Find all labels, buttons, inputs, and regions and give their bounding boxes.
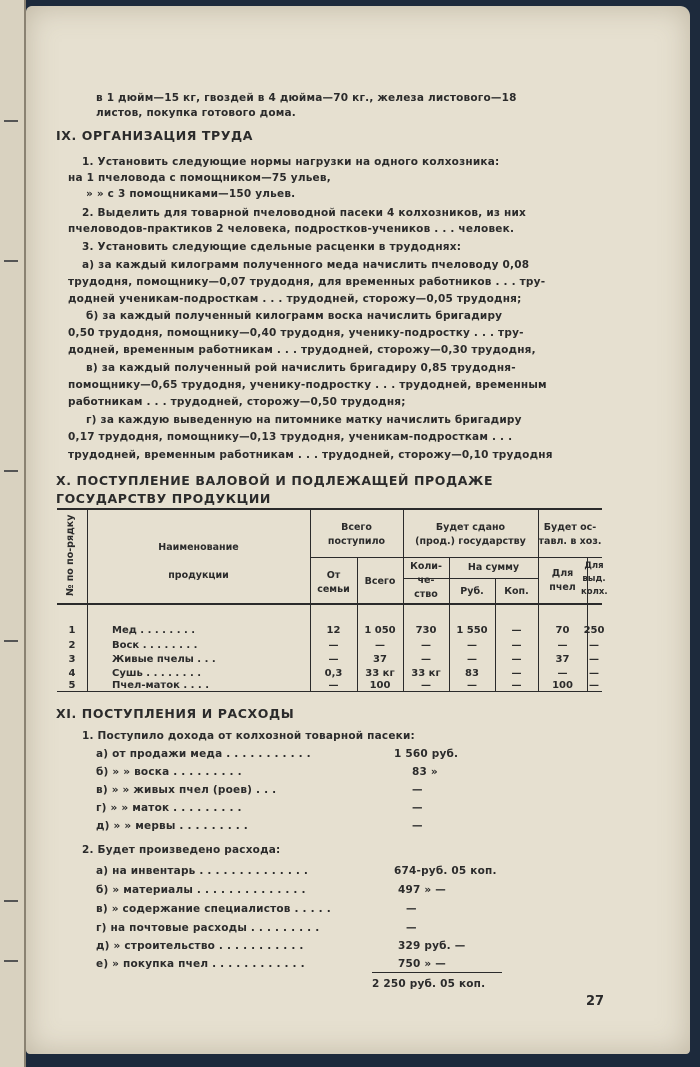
row-for-farm: —	[589, 654, 599, 665]
row-kop: —	[511, 625, 522, 636]
s9-line: 1. Установить следующие нормы нагрузки на одного колхозника:	[82, 156, 500, 168]
expense-value: —	[406, 903, 417, 915]
production-table	[57, 508, 608, 692]
intro-line-2: листов, покупка готового дома.	[96, 107, 296, 119]
section-10-title-line-2: ГОСУДАРСТВУ ПРОДУКЦИИ	[56, 491, 271, 506]
header-rub: Руб.	[460, 586, 484, 597]
s9-line: 2. Выделить для товарной пчеловодной пасеки 4 колхозников, из них	[82, 207, 527, 219]
expense-value: 329 руб. —	[398, 940, 466, 952]
row-total: 100	[369, 680, 391, 691]
header-qty-line-2: че-	[417, 575, 435, 586]
row-name: Живые пчелы . . .	[112, 654, 216, 665]
row-name: Мед . . . . . . . .	[112, 625, 196, 636]
expense-label: б) » материалы . . . . . . . . . . . . . .	[96, 884, 306, 896]
row-for-bees: —	[557, 668, 568, 679]
s9-line: додней ученикам-подросткам . . . трудодней, сторожу—0,05 трудодня;	[68, 293, 522, 305]
sum-rule	[372, 972, 502, 973]
row-total: 1 050	[364, 625, 396, 636]
expense-value: 674-руб. 05 коп.	[394, 865, 497, 877]
income-value: —	[412, 820, 423, 832]
row-from-family: —	[328, 680, 339, 691]
row-for-bees: 37	[555, 654, 570, 665]
row-number: 4	[68, 668, 76, 679]
header-name-line-1: Наименование	[158, 542, 239, 553]
row-rub: 1 550	[456, 625, 488, 636]
income-label: г) » » маток . . . . . . . . .	[96, 802, 242, 814]
row-total: —	[375, 640, 385, 651]
s9-line: » » с 3 помощниками—150 ульев.	[86, 188, 296, 200]
expense-label: в) » содержание специалистов . . . . .	[96, 903, 331, 915]
row-rub: —	[467, 654, 477, 665]
page-number: 27	[586, 994, 605, 1009]
row-number: 2	[68, 640, 76, 651]
row-kop: —	[511, 668, 522, 679]
row-for-bees: 100	[552, 680, 573, 691]
row-total: 33 кг	[365, 668, 395, 679]
header-sold-line-1: Будет сдано	[435, 522, 506, 533]
row-from-family: 12	[326, 625, 341, 636]
expense-label: е) » покупка пчел . . . . . . . . . . . .	[96, 958, 305, 970]
row-from-family: 0,3	[324, 668, 343, 679]
row-name: Воск . . . . . . . .	[112, 640, 198, 651]
row-for-bees: —	[557, 640, 568, 651]
row-rub: 83	[465, 668, 479, 679]
expense-label: г) на почтовые расходы . . . . . . . . .	[96, 922, 320, 934]
header-bees-line-1: Для	[551, 568, 574, 579]
row-qty: 730	[415, 625, 437, 636]
row-number: 1	[68, 625, 76, 636]
income-title: 1. Поступило дохода от колхозной товарной пасеки:	[82, 730, 415, 742]
row-qty: —	[421, 640, 431, 651]
expense-label: д) » строительство . . . . . . . . . . .	[96, 940, 304, 952]
row-qty: —	[421, 680, 431, 691]
s9-line: пчеловодов-практиков 2 человека, подростков-учеников . . . человек.	[68, 223, 515, 235]
s9-line: трудодня, помощнику—0,07 трудодня, для временных работников . . . тру-	[68, 276, 546, 288]
header-kop: Коп.	[504, 586, 529, 597]
row-from-family: —	[328, 654, 339, 665]
income-value: 1 560 руб.	[394, 748, 459, 760]
s9-line: работникам . . . трудодней, сторожу—0,50 трудодня;	[68, 396, 406, 408]
header-total-line-2: поступило	[327, 536, 386, 547]
row-number: 5	[68, 680, 76, 691]
income-label: а) от продажи меда . . . . . . . . . . .	[96, 748, 311, 760]
row-for-farm: —	[589, 640, 599, 651]
row-rub: —	[467, 680, 477, 691]
header-from-family-line-1: От	[326, 570, 341, 581]
header-sold-line-2: (прод.) государству	[415, 536, 526, 547]
header-farm-line-2: выд.	[582, 574, 606, 584]
row-for-farm: —	[589, 668, 599, 679]
income-label: д) » » мервы . . . . . . . . .	[96, 820, 248, 832]
row-total: 37	[373, 654, 387, 665]
row-kop: —	[511, 654, 522, 665]
row-qty: 33 кг	[411, 668, 441, 679]
s9-line: г) за каждую выведенную на питомнике матку начислить бригадиру	[86, 414, 522, 426]
income-value: —	[412, 802, 423, 814]
s9-line: додней, временным работникам . . . трудодней, сторожу—0,30 трудодня,	[68, 344, 536, 356]
adjacent-page-edge	[0, 0, 26, 1067]
header-left-line-2: тавл. в хоз.	[538, 536, 602, 547]
s9-line: трудодней, временным работникам . . . трудодней, сторожу—0,10 трудодня	[68, 449, 553, 461]
row-for-farm: —	[589, 680, 599, 691]
header-all: Всего	[364, 576, 396, 587]
s9-line: в) за каждый полученный рой начислить бригадиру 0,85 трудодня-	[86, 362, 516, 374]
expenses-total: 2 250 руб. 05 коп.	[372, 978, 486, 990]
row-rub: —	[467, 640, 477, 651]
row-for-bees: 70	[555, 625, 570, 636]
expense-value: —	[406, 922, 417, 934]
income-value: 83 »	[412, 766, 438, 778]
income-label: в) » » живых пчел (роев) . . .	[96, 784, 277, 796]
section-11-title: XI. ПОСТУПЛЕНИЯ И РАСХОДЫ	[56, 706, 295, 721]
expense-value: 497 » —	[398, 884, 446, 896]
header-left-line-1: Будет ос-	[543, 522, 597, 533]
s9-line: а) за каждый килограмм полученного меда начислить пчеловоду 0,08	[82, 259, 530, 271]
header-qty-line-3: ство	[414, 589, 438, 600]
s9-line: 0,17 трудодня, помощнику—0,13 трудодня, ученикам-подросткам . . .	[68, 431, 513, 443]
header-total-line-1: Всего	[341, 522, 372, 533]
expense-label: а) на инвентарь . . . . . . . . . . . . . .	[96, 865, 309, 877]
row-name: Сушь . . . . . . . .	[112, 668, 202, 679]
intro-line-1: в 1 дюйм—15 кг, гвоздей в 4 дюйма—70 кг., железа листового—18	[96, 92, 517, 104]
s9-line: 3. Установить следующие сдельные расценки в трудоднях:	[82, 241, 462, 253]
header-qty-line-1: Коли-	[410, 561, 442, 572]
header-bees-line-2: пчел	[549, 582, 576, 593]
expense-value: 750 » —	[398, 958, 446, 970]
income-value: —	[412, 784, 423, 796]
section-9-title: IX. ОРГАНИЗАЦИЯ ТРУДА	[56, 128, 254, 143]
income-label: б) » » воска . . . . . . . . .	[96, 766, 242, 778]
s9-line: помощнику—0,65 трудодня, ученику-подростку . . . трудодней, временным	[68, 379, 547, 391]
s9-line: 0,50 трудодня, помощнику—0,40 трудодня, ученику-подростку . . . тру-	[68, 327, 524, 339]
header-name-line-2: продукции	[168, 570, 229, 581]
row-kop: —	[511, 680, 522, 691]
row-name: Пчел-маток . . . .	[112, 680, 209, 691]
header-from-family-line-2: семьи	[317, 584, 350, 595]
header-row-number: № по по-рядку	[65, 514, 76, 596]
row-qty: —	[421, 654, 431, 665]
header-farm-line-1: Для	[584, 561, 604, 571]
row-kop: —	[511, 640, 522, 651]
header-farm-line-3: колх.	[581, 587, 608, 597]
s9-line: б) за каждый полученный килограмм воска начислить бригадиру	[86, 310, 503, 322]
section-10-title-line-1: X. ПОСТУПЛЕНИЕ ВАЛОВОЙ И ПОДЛЕЖАЩЕЙ ПРОДАЖЕ	[56, 473, 494, 488]
row-number: 3	[68, 654, 76, 665]
expense-title: 2. Будет произведено расхода:	[82, 844, 281, 856]
s9-line: на 1 пчеловода с помощником—75 ульев,	[68, 172, 331, 184]
row-from-family: —	[328, 640, 339, 651]
book-page	[26, 6, 690, 1054]
header-sum: На сумму	[467, 562, 520, 573]
row-for-farm: 250	[583, 625, 605, 636]
